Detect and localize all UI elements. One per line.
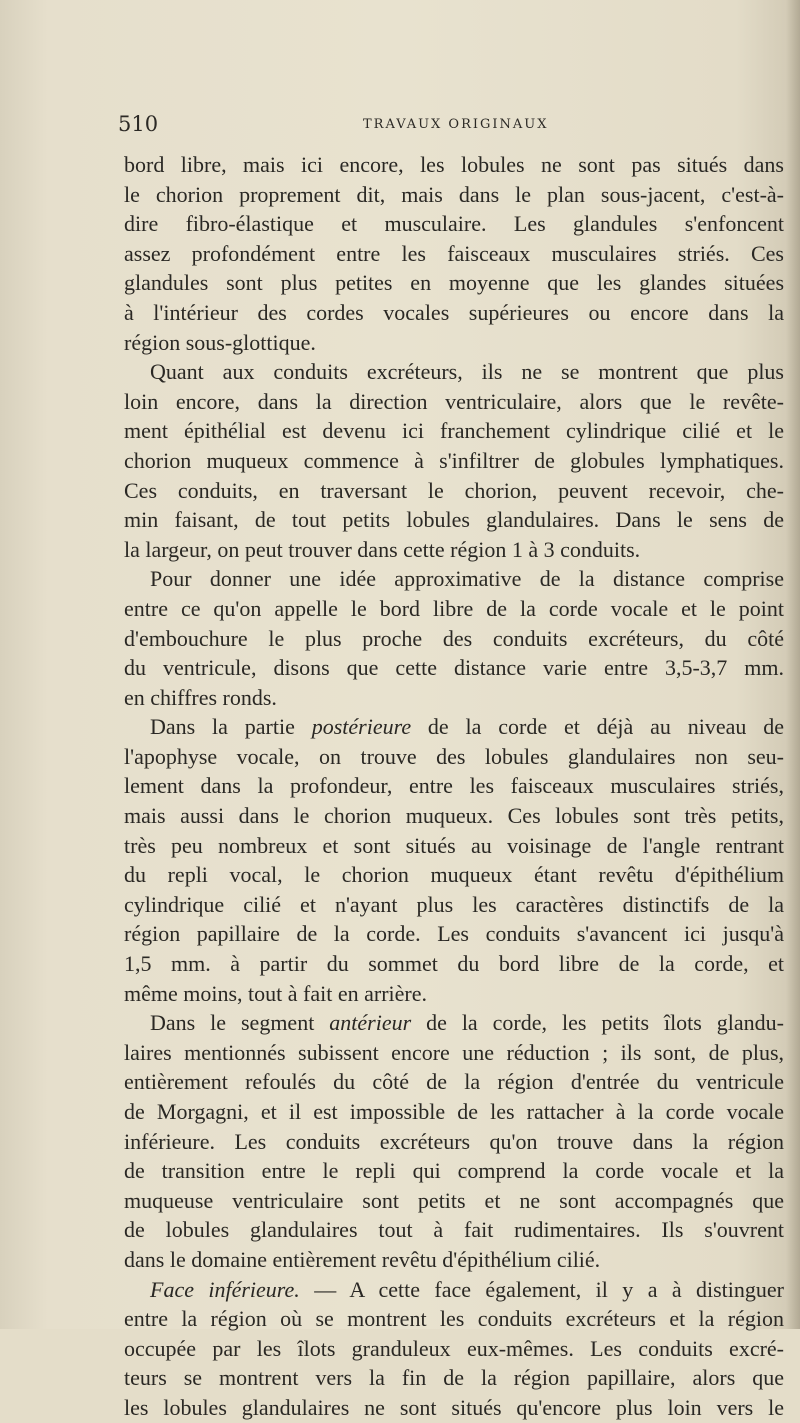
text-line: mais aussi dans le chorion muqueux. Ces lobules sont très petits, [124, 803, 784, 829]
text-line: Ces conduits, en traversant le chorion, peuvent recevoir, che- [124, 477, 784, 503]
text-line: le chorion proprement dit, mais dans le plan sous-jacent, c'est-à- [124, 181, 784, 207]
text-line: même moins, tout à fait en arrière. [124, 980, 427, 1006]
text-line: occupée par les îlots granduleux eux-mêmes. Les conduits excré- [124, 1335, 784, 1361]
text-line: Face inférieure. — A cette face également, il y a à distinguer [150, 1276, 784, 1302]
text-line: cylindrique cilié et n'ayant plus les caractères distinctifs de la [124, 891, 784, 917]
text-line: assez profondément entre les faisceaux musculaires striés. Ces [124, 240, 784, 266]
text-line: entre la région où se montrent les conduits excréteurs et la région [124, 1306, 784, 1332]
text-line: du repli vocal, le chorion muqueux étant revêtu d'épithélium [124, 862, 784, 888]
text-line: en chiffres ronds. [124, 684, 277, 710]
text-line: muqueuse ventriculaire sont petits et ne sont accompagnés que [124, 1187, 784, 1213]
text-line: la largeur, on peut trouver dans cette région 1 à 3 conduits. [124, 536, 641, 562]
text-line: loin encore, dans la direction ventriculaire, alors que le revête- [124, 388, 784, 414]
text-line: chorion muqueux commence à s'infiltrer de globules lymphatiques. [124, 447, 784, 473]
text-line: d'embouchure le plus proche des conduits excréteurs, du côté [124, 625, 784, 651]
text-line: teurs se montrent vers la fin de la région papillaire, alors que [124, 1365, 784, 1391]
body-text [124, 150, 784, 1423]
text-line: Dans la partie postérieure de la corde et déjà au niveau de [150, 714, 785, 740]
text-line: 1,5 mm. à partir du sommet du bord libre de la corde, et [124, 951, 784, 977]
text-line: très peu nombreux et sont situés au voisinage de l'angle rentrant [124, 832, 784, 858]
text-line: lement dans la profondeur, entre les faisceaux musculaires striés, [124, 773, 784, 799]
text-line: Pour donner une idée approximative de la distance comprise [150, 566, 784, 592]
text-line: Quant aux conduits excréteurs, ils ne se montrent que plus [150, 359, 784, 385]
text-line: les lobules glandulaires ne sont situés qu'encore plus loin vers le [124, 1394, 784, 1420]
text-line: région papillaire de la corde. Les conduits s'avancent ici jusqu'à [124, 921, 784, 947]
text-line: min faisant, de tout petits lobules glandulaires. Dans le sens de [124, 507, 784, 533]
text-line: Dans le segment antérieur de la corde, les petits îlots glandu- [150, 1010, 785, 1036]
text-line: de transition entre le repli qui comprend la corde vocale et la [124, 1158, 784, 1184]
page-header [118, 112, 778, 142]
text-line: dans le domaine entièrement revêtu d'épithélium cilié. [124, 1246, 601, 1272]
text-line: entre ce qu'on appelle le bord libre de la corde vocale et le point [124, 595, 784, 621]
text-line: à l'intérieur des cordes vocales supérieures ou encore dans la [124, 299, 784, 325]
text-line: laires mentionnés subissent encore une réduction ; ils sont, de plus, [124, 1039, 784, 1065]
text-line: bord libre, mais ici encore, les lobules ne sont pas situés dans [124, 152, 784, 177]
running-title: TRAVAUX ORIGINAUX [363, 117, 549, 132]
text-line: entièrement refoulés du côté de la région d'entrée du ventricule [124, 1069, 784, 1095]
page-edge-shadow [786, 0, 800, 1329]
text-line: région sous-glottique. [124, 329, 316, 355]
text-line: du ventricule, disons que cette distance varie entre 3,5-3,7 mm. [124, 655, 784, 681]
page-number: 510 [118, 112, 159, 136]
text-line: glandules sont plus petites en moyenne que les glandes situées [124, 270, 784, 296]
text-line: dire fibro-élastique et musculaire. Les glandules s'enfoncent [124, 211, 784, 237]
text-line: inférieure. Les conduits excréteurs qu'on trouve dans la région [124, 1128, 784, 1154]
text-line: de Morgagni, et il est impossible de les rattacher à la corde vocale [124, 1099, 784, 1124]
text-line: ment épithélial est devenu ici franchement cylindrique cilié et le [124, 418, 784, 444]
text-line: l'apophyse vocale, on trouve des lobules glandulaires non seu- [124, 743, 784, 769]
text-line: de lobules glandulaires tout à fait rudimentaires. Ils s'ouvrent [124, 1217, 784, 1243]
